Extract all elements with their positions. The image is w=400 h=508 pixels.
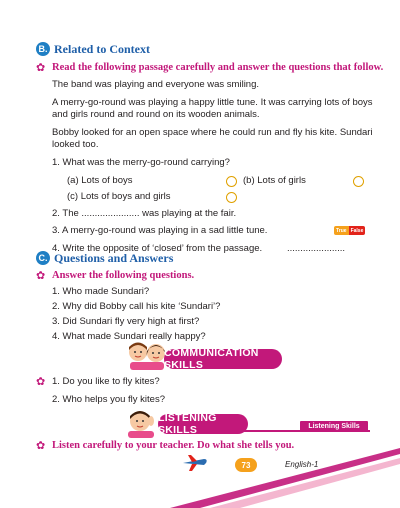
section-b-instruction: Read the following passage carefully and answer the questions that follow.	[52, 62, 384, 73]
list-item: 1. Do you like to fly kites?	[52, 376, 160, 387]
question-2: 2. The ...................... was playing at the fair.	[52, 208, 237, 219]
question-3: 3. A merry-go-round was playing in a sad little tune.	[52, 225, 268, 236]
question-1: 1. What was the merry-go-round carrying?	[52, 157, 230, 168]
list-item: 1. Who made Sundari?	[52, 286, 150, 297]
child-listening-illustration-icon	[122, 408, 162, 438]
flower-bullet-icon: ✿	[36, 376, 46, 388]
children-illustration-icon	[126, 340, 168, 370]
list-item: 4. What made Sundari really happy?	[52, 331, 206, 342]
section-c-badge: C.	[36, 251, 50, 265]
passage-line: The band was playing and everyone was smiling.	[52, 79, 260, 90]
list-item: 3. Did Sundari fly very high at first?	[52, 316, 200, 327]
section-c-instruction: Answer the following questions.	[52, 270, 195, 281]
flower-bullet-icon: ✿	[36, 62, 46, 74]
listening-skills-banner: LISTENING SKILLS	[158, 414, 248, 434]
page-number: 73	[235, 458, 257, 472]
tag-underline	[240, 430, 370, 432]
question-4: 4. Write the opposite of ‘closed’ from the passage.	[52, 243, 263, 254]
option-a-label: (a) Lots of boys	[67, 175, 133, 186]
flower-bullet-icon: ✿	[36, 440, 46, 452]
section-b-badge: B.	[36, 42, 50, 56]
answer-blank[interactable]: ......................	[287, 243, 346, 254]
flower-bullet-icon: ✿	[36, 270, 46, 282]
option-b-label: (b) Lots of girls	[243, 175, 306, 186]
listening-instruction: Listen carefully to your teacher. Do what she tells you.	[52, 440, 295, 451]
section-b-title: Related to Context	[54, 42, 150, 56]
option-c-label: (c) Lots of boys and girls	[67, 191, 171, 202]
option-b-circle[interactable]	[353, 176, 364, 187]
passage-line: looked too.	[52, 139, 99, 150]
false-label[interactable]: False	[350, 227, 364, 234]
passage-line: and girls round and round on its wooden animals.	[52, 109, 260, 120]
option-c-circle[interactable]	[226, 192, 237, 203]
passage-line: A merry-go-round was playing a happy little tune. It was carrying lots of boys	[52, 97, 373, 108]
listening-skills-tag: Listening Skills	[300, 421, 368, 431]
book-label: English-1	[285, 460, 319, 469]
list-item: 2. Why did Bobby call his kite ‘Sundari’?	[52, 301, 221, 312]
option-a-circle[interactable]	[226, 176, 237, 187]
passage-line: Bobby looked for an open space where he could run and fly his kite. Sundari	[52, 127, 373, 138]
true-false-toggle[interactable]	[334, 226, 365, 235]
list-item: 2. Who helps you fly kites?	[52, 394, 165, 405]
true-label[interactable]: True	[336, 227, 347, 234]
airplane-icon	[182, 454, 208, 472]
section-c-title: Questions and Answers	[54, 251, 174, 265]
communication-skills-banner: COMMUNICATION SKILLS	[164, 349, 282, 369]
